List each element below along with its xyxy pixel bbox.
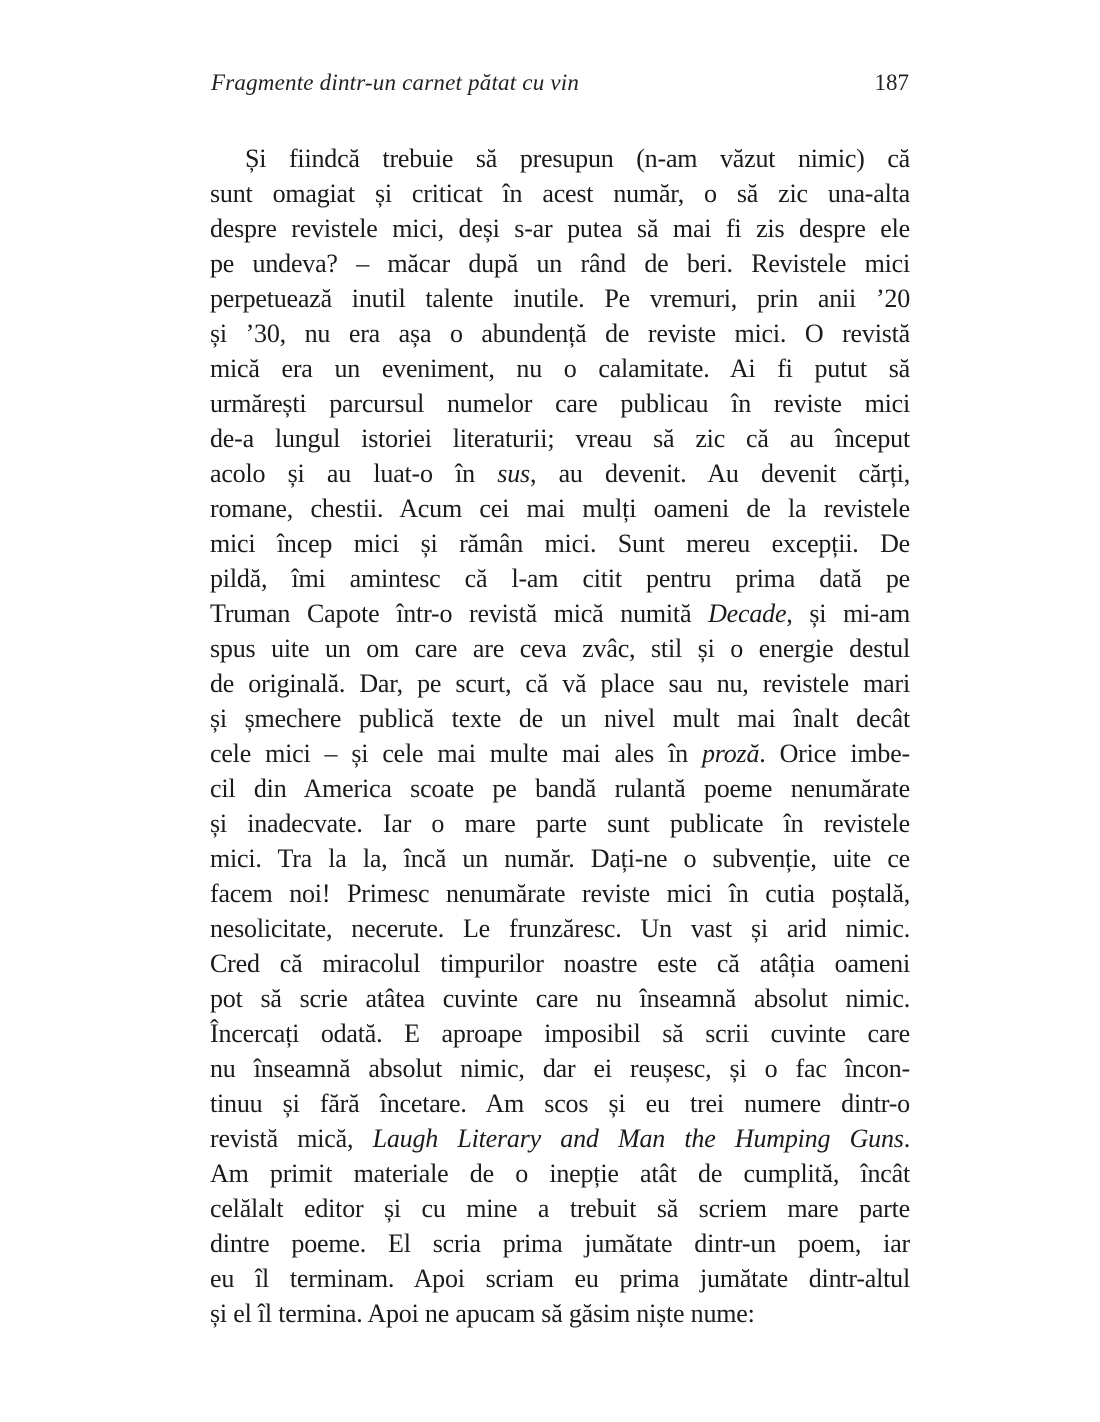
text-line — [210, 1051, 910, 1086]
text-segment: romane, chestii. Acum cei mai mulți oameni de la revistele — [210, 494, 910, 523]
text-line — [210, 1086, 910, 1121]
italic-text-segment: Decade — [708, 599, 787, 628]
text-segment: spus uite un om care are ceva zvâc, stil și o energie destul — [210, 634, 910, 663]
page-header — [211, 70, 909, 96]
running-head-title: Fragmente dintr-un carnet pătat cu vin — [211, 70, 580, 95]
text-line — [210, 316, 910, 351]
text-line — [210, 806, 910, 841]
text-line — [210, 1121, 910, 1156]
text-segment: facem noi! Primesc nenumărate reviste mici în cutia poștală, — [210, 879, 910, 908]
text-line — [210, 1156, 910, 1191]
text-line — [210, 386, 910, 421]
text-segment: Am primit materiale de o inepție atât de cumplită, încât — [210, 1159, 910, 1188]
text-segment: Cred că miracolul timpurilor noastre este că atâția oameni — [210, 949, 910, 978]
text-line — [210, 526, 910, 561]
page-number: 187 — [874, 70, 909, 95]
text-line — [210, 666, 910, 701]
text-line — [210, 1016, 910, 1051]
text-segment: cil din America scoate pe bandă rulantă poeme nenumărate — [210, 774, 910, 803]
text-segment: de-a lungul istoriei literaturii; vreau să zic că au început — [210, 424, 910, 453]
text-line — [210, 211, 910, 246]
text-line — [210, 771, 910, 806]
text-segment: dintre poeme. El scria prima jumătate dintr-un poem, iar — [210, 1229, 910, 1258]
text-line — [210, 981, 910, 1016]
text-segment: cele mici – și cele mai multe mai ales în — [210, 739, 702, 768]
text-line — [210, 421, 910, 456]
text-line — [210, 561, 910, 596]
text-segment: urmărești parcursul numelor care publicau în reviste mici — [210, 389, 910, 418]
text-segment: celălalt editor și cu mine a trebuit să scriem mare parte — [210, 1194, 910, 1223]
text-line — [210, 946, 910, 981]
text-line — [210, 596, 910, 631]
text-segment: și șmechere publică texte de un nivel mult mai înalt decât — [210, 704, 910, 733]
text-segment: perpetuează inutil talente inutile. Pe vremuri, prin anii ’20 — [210, 284, 910, 313]
text-segment: nu înseamnă absolut nimic, dar ei reușesc, și o fac încon- — [210, 1054, 910, 1083]
text-segment: , și mi-am — [786, 599, 910, 628]
text-line — [210, 1191, 910, 1226]
text-line — [210, 631, 910, 666]
text-line — [210, 246, 910, 281]
text-line — [210, 1226, 910, 1261]
text-segment: , au devenit. Au devenit cărți, — [529, 459, 910, 488]
text-segment: despre revistele mici, deși s-ar putea să mai fi zis despre ele — [210, 214, 910, 243]
text-segment: revistă mică, — [210, 1124, 373, 1153]
text-line — [210, 876, 910, 911]
italic-text-segment: Laugh Literary and Man the Humping Guns — [372, 1124, 904, 1153]
text-segment: eu îl terminam. Apoi scriam eu prima jumătate dintr-altul — [210, 1264, 910, 1293]
text-line — [210, 491, 910, 526]
italic-text-segment: sus — [497, 459, 530, 488]
text-segment: sunt omagiat și criticat în acest număr, o să zic una-alta — [210, 179, 910, 208]
text-line — [210, 1296, 910, 1331]
text-line — [210, 701, 910, 736]
text-line — [210, 736, 910, 771]
text-segment: Încercați odată. E aproape imposibil să scrii cuvinte care — [210, 1019, 910, 1048]
text-segment: tinuu și fără încetare. Am scos și eu trei numere dintr-o — [210, 1089, 910, 1118]
text-segment: pot să scrie atâtea cuvinte care nu înseamnă absolut nimic. — [210, 984, 910, 1013]
text-line — [210, 841, 910, 876]
text-segment: și ’30, nu era așa o abundență de reviste mici. O revistă — [210, 319, 910, 348]
text-segment: acolo și au luat-o în — [210, 459, 498, 488]
text-line — [210, 176, 910, 211]
text-segment: . Orice imbe- — [759, 739, 910, 768]
text-segment: pildă, îmi amintesc că l-am citit pentru prima dată pe — [210, 564, 910, 593]
text-segment: pe undeva? – măcar după un rând de beri. Revistele mici — [210, 249, 910, 278]
text-segment: nesolicitate, necerute. Le frunzăresc. Un vast și arid nimic. — [210, 914, 910, 943]
text-segment: mică era un eveniment, nu o calamitate. Ai fi putut să — [210, 354, 910, 383]
body-text-block — [210, 141, 910, 1331]
text-line — [210, 141, 910, 176]
text-segment: mici încep mici și rămân mici. Sunt mereu excepții. De — [210, 529, 910, 558]
text-segment: Truman Capote într-o revistă mică numită — [210, 599, 709, 628]
text-line — [210, 351, 910, 386]
text-line — [210, 281, 910, 316]
text-line — [210, 456, 910, 491]
text-line — [210, 911, 910, 946]
italic-text-segment: proză — [701, 739, 760, 768]
text-segment: de originală. Dar, pe scurt, că vă place sau nu, revistele mari — [210, 669, 910, 698]
text-segment: mici. Tra la la, încă un număr. Dați-ne o subvenție, uite ce — [210, 844, 910, 873]
text-segment: și el îl termina. Apoi ne apucam să găsim niște nume: — [210, 1299, 755, 1328]
text-segment: . — [903, 1124, 910, 1153]
text-segment: și inadecvate. Iar o mare parte sunt publicate în revistele — [210, 809, 910, 838]
text-segment: Și fiindcă trebuie să presupun (n-am văzut nimic) că — [245, 144, 910, 173]
text-line — [210, 1261, 910, 1296]
